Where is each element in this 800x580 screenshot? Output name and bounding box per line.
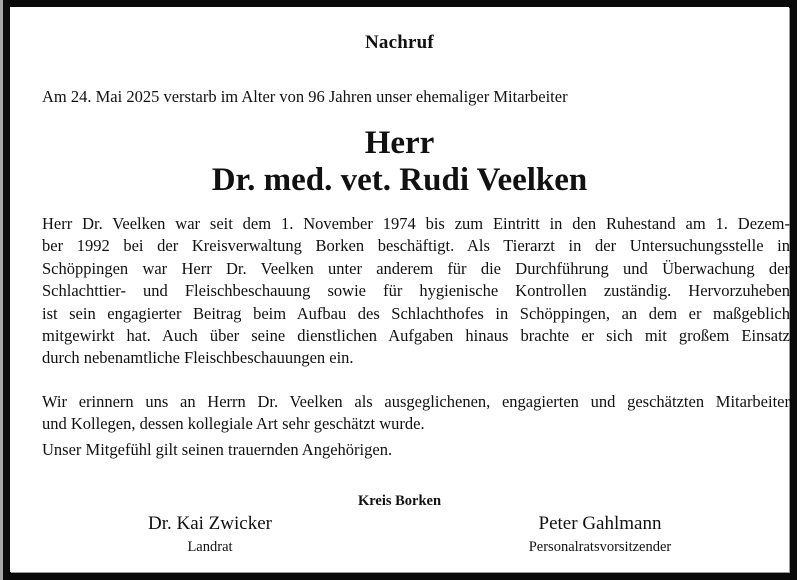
- organization-name: Kreis Borken: [357, 493, 442, 509]
- text-line: Herr Dr. Veelken war seit dem 1. November 1974 bis zum Eintritt in den Ruhestand am 1. Dezem-: [42, 214, 790, 233]
- salutation: Herr: [364, 125, 435, 161]
- text-line: Unser Mitgefühl gilt seinen trauernden Angehörigen.: [42, 440, 393, 459]
- intro-line: Am 24. Mai 2025 verstarb im Alter von 96 Jahren unser ehemaliger Mitarbeiter: [42, 87, 568, 106]
- deceased-name-block: [10, 125, 789, 199]
- text-line: und Kollegen, dessen kollegiale Art sehr geschätzt wurde.: [42, 414, 425, 434]
- text-line: Schöppingen war Herr Dr. Veelken unter anderem für die Durchführung und Überwachung der: [42, 258, 790, 278]
- signer-name: Dr. Kai Zwicker: [148, 513, 272, 534]
- signer-role: Landrat: [187, 539, 233, 555]
- text-line: mitgewirkt hat. Auch über seine dienstlichen Aufgaben hinaus brachte er sich mit großem Einsatz: [42, 326, 790, 346]
- text-line: Wir erinnern uns an Herrn Dr. Veelken als ausgeglichenen, engagierten und geschätzten Mitarbeiter: [42, 392, 790, 411]
- obituary-notice: [10, 7, 789, 572]
- signer-left: [110, 512, 310, 556]
- condolence-paragraph: [42, 439, 790, 461]
- text-line: Schlachttier- und Fleischbeschauung sowie für hygienische Kontrollen zuständig. Hervorzuheben: [42, 281, 790, 301]
- signer-right: [480, 512, 720, 556]
- remembrance-paragraph: [42, 391, 790, 436]
- biography-paragraph: [42, 213, 790, 370]
- text-line: ber 1992 bei der Kreisverwaltung Borken beschäftigt. Als Tierarzt in der Untersuchungsstelle in: [42, 236, 790, 256]
- signer-role: Personalratsvorsitzender: [528, 539, 672, 555]
- notice-title: Nachruf: [365, 32, 434, 53]
- signer-name: Peter Gahlmann: [538, 513, 662, 534]
- text-line: durch nebenamtliche Fleischbeschauungen ein.: [42, 348, 354, 368]
- text-line: ist sein engagierter Beitrag beim Aufbau des Schlachthofes in Schöppingen, an dem er maßgeblich: [42, 303, 790, 323]
- deceased-name: Dr. med. vet. Rudi Veelken: [211, 162, 588, 198]
